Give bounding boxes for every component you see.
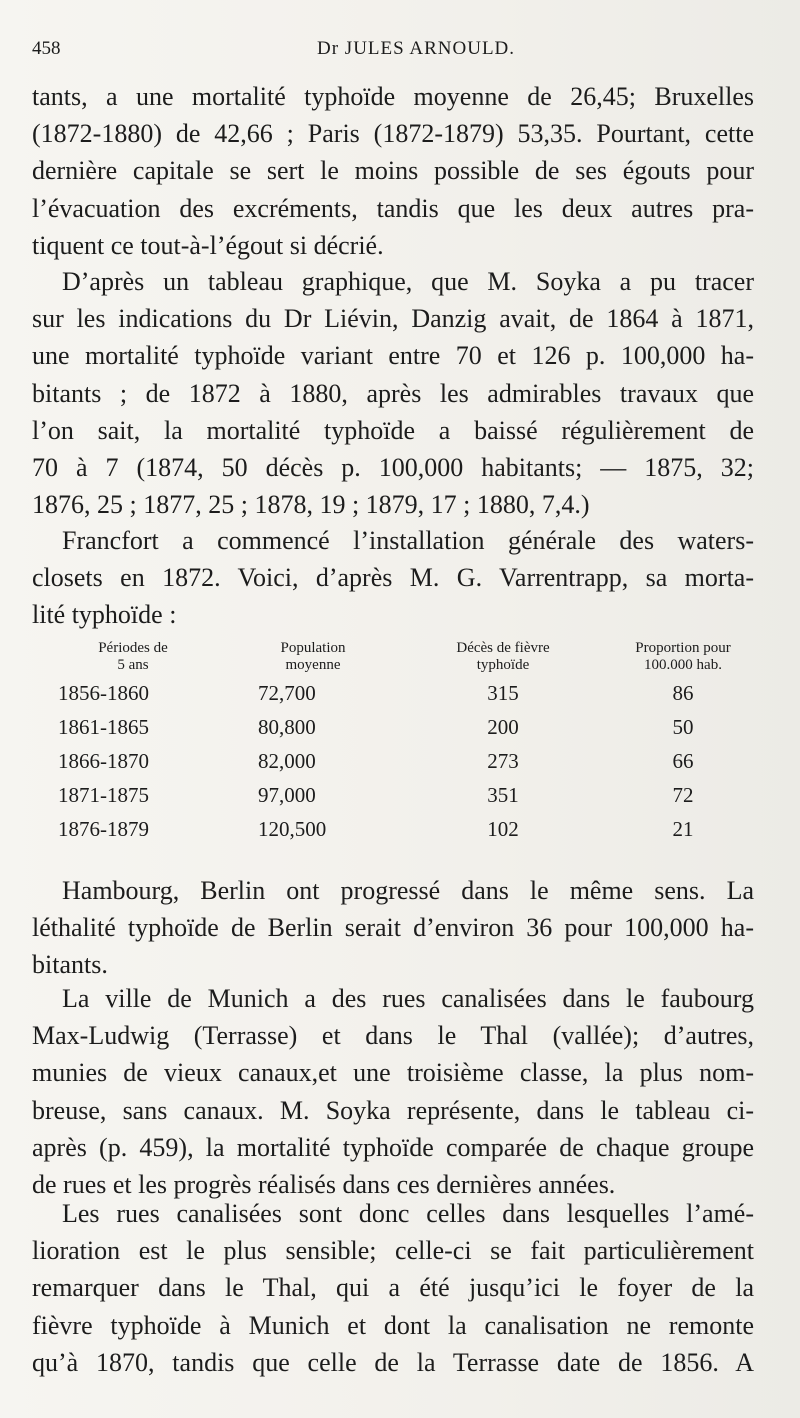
page-number: 458 (32, 38, 61, 59)
text-line: Max-Ludwig (Terrasse) et dans le Thal (vallée); d’autres, (32, 1021, 754, 1051)
table-cell: 200 (487, 714, 519, 739)
table-row (48, 744, 768, 778)
text-line: 1876, 25 ; 1877, 25 ; 1878, 19 ; 1879, 17 ; 1880, 7,4.) (32, 490, 590, 520)
table-cell: 273 (487, 748, 519, 773)
text-line: tants, a une mortalité typhoïde moyenne de 26,45; Bruxelles (32, 82, 754, 111)
text-line: bitants. (32, 950, 108, 980)
table-cell: 86 (672, 680, 694, 705)
table-cell: 102 (487, 816, 519, 841)
text-line: l’évacuation des excréments, tandis que les deux autres pra- (32, 193, 754, 223)
text-line: dernière capitale se sert le moins possible de ses égouts pour (32, 156, 754, 186)
running-head: Dr JULES ARNOULD. (317, 38, 516, 59)
text-line: sur les indications du Dr Liévin, Danzig avait, de 1864 à 1871, (32, 304, 754, 334)
text-line: closets en 1872. Voici, d’après M. G. Varrentrapp, sa morta- (32, 563, 754, 593)
text-line: bitants ; de 1872 à 1880, après les admirables travaux que (32, 378, 754, 408)
table-row (48, 778, 768, 812)
table-cell: 315 (487, 680, 519, 705)
table-cell: 50 (672, 714, 694, 739)
text-line: 70 à 7 (1874, 50 décès p. 100,000 habitants; — 1875, 32; (32, 453, 754, 483)
table-cell: 1866-1870 (58, 748, 149, 773)
table-row (48, 812, 768, 846)
table-cell: 1861-1865 (58, 714, 149, 739)
text-line: qu’à 1870, tandis que celle de la Terrasse date de 1856. A (32, 1347, 754, 1377)
text-line: de rues et les progrès réalisés dans ces dernières années. (32, 1170, 616, 1200)
paragraph-6 (32, 1195, 754, 1381)
table-cell: 1871-1875 (58, 782, 149, 807)
table-cell: 80,800 (258, 714, 316, 739)
text-line: fièvre typhoïde à Munich et dont la canalisation ne remonte (32, 1310, 754, 1340)
table-row (48, 710, 768, 744)
column-header: Périodes de 5 ans (98, 640, 168, 673)
text-line: léthalité typhoïde de Berlin serait d’environ 36 pour 100,000 ha- (32, 913, 754, 943)
table-cell: 21 (672, 816, 694, 841)
text-line: munies de vieux canaux,et une troisième classe, la plus nom- (32, 1058, 754, 1088)
page-header (32, 38, 760, 68)
text-line: (1872-1880) de 42,66 ; Paris (1872-1879) 53,35. Pourtant, cette (32, 119, 754, 149)
mortality-table (48, 636, 768, 846)
text-line: l’on sait, la mortalité typhoïde a baissé régulièrement de (32, 415, 754, 445)
text-line: une mortalité typhoïde variant entre 70 et 126 p. 100,000 ha- (32, 341, 754, 371)
table-cell: 72 (672, 782, 694, 807)
table-cell: 1856-1860 (58, 680, 149, 705)
text-line: D’après un tableau graphique, que M. Soyka a pu tracer (62, 267, 754, 296)
text-line: après (p. 459), la mortalité typhoïde comparée de chaque groupe (32, 1132, 754, 1162)
text-line: breuse, sans canaux. M. Soyka représente, dans le tableau ci- (32, 1095, 754, 1125)
text-line: remarquer dans le Thal, qui a été jusqu’ici le foyer de la (32, 1273, 754, 1303)
text-line: Francfort a commencé l’installation générale des waters- (62, 526, 754, 555)
text-line: lioration est le plus sensible; celle-ci se fait particulièrement (32, 1236, 754, 1266)
table-cell: 351 (487, 782, 519, 807)
table-cell: 66 (672, 748, 694, 773)
table-header-row (48, 636, 768, 676)
text-line: Les rues canalisées sont donc celles dans lesquelles l’amé- (62, 1199, 754, 1228)
table-cell: 82,000 (258, 748, 316, 773)
table-row (48, 676, 768, 710)
paragraph-2 (32, 263, 754, 523)
text-line: Hambourg, Berlin ont progressé dans le même sens. La (62, 876, 754, 905)
table-cell: 97,000 (258, 782, 316, 807)
text-line: La ville de Munich a des rues canalisées dans le faubourg (62, 984, 754, 1013)
text-line: lité typhoïde : (32, 600, 177, 630)
paragraph-4 (32, 872, 754, 984)
paragraph-3 (32, 522, 754, 634)
table-cell: 72,700 (258, 680, 316, 705)
column-header: Proportion pour 100.000 hab. (635, 640, 731, 673)
column-header: Décès de fièvre typhoïde (456, 640, 550, 673)
table-cell: 120,500 (258, 816, 327, 841)
table-cell: 1876-1879 (58, 816, 149, 841)
column-header: Population moyenne (280, 640, 346, 673)
text-line: tiquent ce tout-à-l’égout si décrié. (32, 230, 384, 260)
paragraph-5 (32, 980, 754, 1203)
paragraph-1 (32, 78, 754, 264)
